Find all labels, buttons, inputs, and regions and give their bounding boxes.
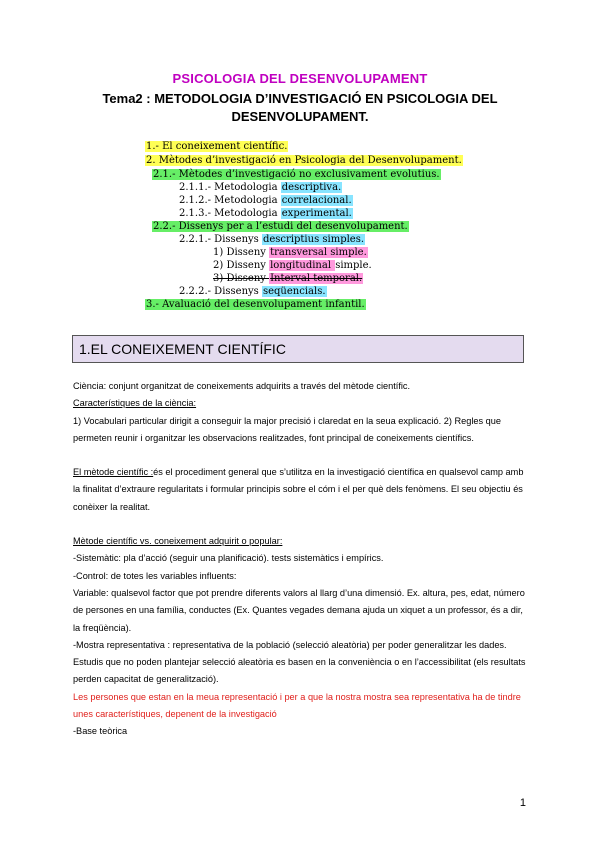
toc-item-2-1-label: 2.1.- Mètodes d’investigació no exclusivament evolutius. bbox=[153, 169, 440, 180]
toc-item-design-1-prefix: 1) Disseny bbox=[213, 247, 270, 258]
toc-item-2-2-2-highlight: seqüencials. bbox=[262, 286, 326, 297]
section-heading-box bbox=[72, 335, 524, 363]
paragraph-note-red: Les persones que estan en la meua representació i per a que la nostra mostra sea representativa ha de tindre unes característiques, depenent de la investigació bbox=[73, 691, 521, 720]
toc-item-2-1-3 bbox=[179, 208, 353, 220]
toc-item-2-2-1 bbox=[179, 234, 365, 246]
toc-item-design-1-highlight: transversal simple. bbox=[270, 247, 367, 258]
toc-item-design-2-suffix: simple. bbox=[335, 260, 372, 271]
toc-item-design-2-highlight: longitudinal bbox=[270, 260, 335, 271]
toc-item-2-1-1-prefix: 2.1.1.- Metodologia bbox=[179, 182, 281, 193]
toc-item-2-2-2-prefix: 2.2.2.- Dissenys bbox=[179, 286, 262, 297]
document-title: PSICOLOGIA DEL DESENVOLUPAMENT bbox=[172, 71, 428, 86]
toc-item-2-2-2 bbox=[179, 286, 327, 298]
paragraph-variable: Variable: qualsevol factor que pot prendre diferents valors al llarg d’una dimensió. Ex. altura, pes, edat, número de persones en una família, conductes (Ex. Quantes vegades demana ajuda un xiquet a un professor, és a dir, la freqüència). bbox=[73, 587, 525, 633]
heading-caracteristiques: Característiques de la ciència: bbox=[73, 398, 197, 409]
toc-item-design-2 bbox=[213, 260, 372, 272]
page-number: 1 bbox=[519, 797, 526, 809]
toc-item-2-label: 2. Mètodes d’investigació en Psicologia del Desenvolupament. bbox=[146, 155, 462, 166]
paragraph-base-teorica: -Base teòrica bbox=[73, 726, 128, 737]
toc-item-2-1-2 bbox=[179, 195, 353, 207]
toc-item-2 bbox=[145, 155, 463, 167]
toc-item-2-1 bbox=[152, 169, 441, 181]
toc-item-design-1 bbox=[213, 247, 368, 259]
toc-item-2-1-1 bbox=[179, 182, 342, 194]
label-metode: El mètode científic : bbox=[73, 467, 154, 478]
heading-metode-vs: Mètode científic vs. coneixement adquirit o popular: bbox=[73, 536, 283, 547]
body-text bbox=[73, 378, 528, 741]
toc-item-design-2-prefix: 2) Disseny bbox=[213, 260, 270, 271]
toc-item-3-label: 3.- Avaluació del desenvolupament infantil. bbox=[146, 299, 365, 310]
paragraph-caracteristiques: 1) Vocabulari particular dirigit a conseguir la major precisió i claredat en la seua explicació. 2) Regles que permeten reunir i organitzar les observacions realitzades, font principal de coneixements científics. bbox=[73, 415, 501, 443]
subtitle-line-2: DESENVOLUPAMENT. bbox=[231, 109, 369, 124]
paragraph-mostra: -Mostra representativa : representativa de la població (selecció aleatòria) per poder generalitzar les dades. Estudis que no poden plantejar selecció aleatòria es basen en la conveniència o en l’accessibilitat (els resultats perden capacitat de generalització). bbox=[73, 639, 526, 685]
toc-item-1 bbox=[145, 141, 288, 153]
toc-item-design-3 bbox=[213, 273, 363, 285]
toc-item-2-2-label: 2.2.- Dissenys per a l’estudi del desenvolupament. bbox=[153, 221, 408, 232]
toc-item-1-label: 1.- El coneixement científic. bbox=[146, 141, 288, 152]
document-subtitle bbox=[80, 90, 520, 126]
paragraph-metode bbox=[73, 464, 528, 516]
paragraph-sistematic: -Sistemàtic: pla d’acció (seguir una planificació). tests sistemàtics i empírics. bbox=[73, 553, 384, 564]
toc-item-design-3-highlight: Interval temporal. bbox=[270, 273, 363, 284]
toc-item-2-1-3-highlight: experimental. bbox=[281, 208, 352, 219]
paragraph-control: -Control: de totes les variables influents: bbox=[73, 570, 237, 581]
toc-item-2-1-2-highlight: correlacional. bbox=[281, 195, 352, 206]
subtitle-line-1: Tema2 : METODOLOGIA D’INVESTIGACIÓ EN PSICOLOGIA DEL bbox=[102, 91, 498, 106]
toc-item-2-2-1-highlight: descriptius simples. bbox=[262, 234, 365, 245]
toc-item-2-1-1-highlight: descriptiva. bbox=[281, 182, 342, 193]
toc-item-design-3-prefix: 3) Disseny bbox=[213, 273, 270, 284]
toc-item-2-1-3-prefix: 2.1.3.- Metodologia bbox=[179, 208, 281, 219]
toc-item-2-2 bbox=[152, 221, 409, 233]
toc-item-2-1-2-prefix: 2.1.2.- Metodologia bbox=[179, 195, 281, 206]
paragraph-ciencia: Ciència: conjunt organitzat de coneixements adquirits a través del mètode científic. bbox=[73, 381, 411, 391]
toc-item-3 bbox=[145, 299, 366, 311]
toc-item-2-2-1-prefix: 2.2.1.- Dissenys bbox=[179, 234, 262, 245]
section-heading: 1.EL CONEIXEMENT CIENTÍFIC bbox=[79, 341, 286, 357]
text-metode: és el procediment general que s’utilitza en la investigació científica en qualsevol camp amb la finalitat d’extraure regularitats i formular principis sobre el cóm i el per què dels fenòmens. El seu objectiu és conèixer la realitat. bbox=[73, 467, 524, 512]
